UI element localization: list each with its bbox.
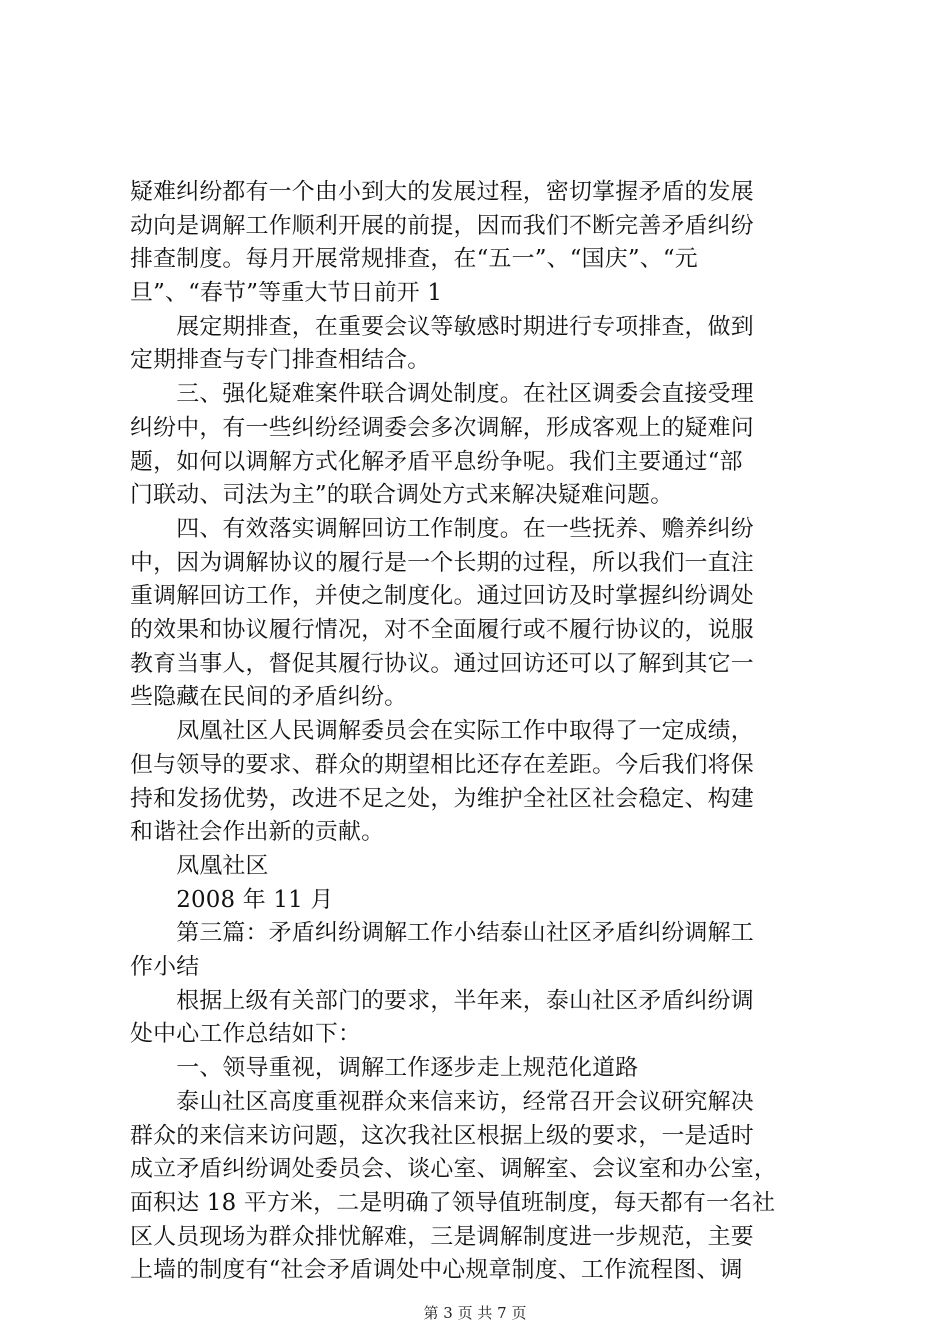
- signature-date: 2008 年 11 月: [130, 886, 334, 913]
- body-text-line: 群众的来信来访问题，这次我社区根据上级的要求，一是适时: [130, 1122, 754, 1149]
- body-text-line: 展定期排查，在重要会议等敏感时期进行专项排查，做到: [130, 313, 754, 340]
- body-text-line: 和谐社会作出新的贡献。: [130, 819, 385, 846]
- body-text-line: 三、强化疑难案件联合调处制度。在社区调委会直接受理: [130, 381, 754, 408]
- body-text-line: 教育当事人，督促其履行协议。通过回访还可以了解到其它一: [130, 650, 754, 677]
- section-heading-line: 作小结: [130, 954, 200, 981]
- body-text-line: 面积达 18 平方米，二是明确了领导值班制度，每天都有一名社: [130, 1189, 776, 1216]
- body-text-line: 题，如何以调解方式化解矛盾平息纷争呢。我们主要通过“部: [130, 448, 743, 475]
- body-text-line: 区人员现场为群众排忧解难，三是调解制度进一步规范，主要: [130, 1223, 754, 1250]
- section-heading-line: 第三篇：矛盾纠纷调解工作小结泰山社区矛盾纠纷调解工: [130, 920, 754, 947]
- body-text-line: 成立矛盾纠纷调处委员会、谈心室、调解室、会议室和办公室，: [130, 1156, 777, 1183]
- body-text-line: 四、有效落实调解回访工作制度。在一些抚养、赡养纠纷: [130, 515, 754, 542]
- body-text-line: 定期排查与专门排查相结合。: [130, 347, 431, 374]
- body-text-line: 门联动、司法为主”的联合调处方式来解决疑难问题。: [130, 482, 674, 509]
- body-text-line: 上墙的制度有“社会矛盾调处中心规章制度、工作流程图、调: [130, 1257, 743, 1284]
- body-text-line: 旦”、“春节”等重大节日前开 1: [130, 280, 443, 307]
- body-text-line: 重调解回访工作，并使之制度化。通过回访及时掌握纠纷调处: [130, 583, 754, 610]
- body-text-line: 排查制度。每月开展常规排查，在“五一”、“国庆”、“元: [130, 246, 698, 273]
- body-text-line: 但与领导的要求、群众的期望相比还存在差距。今后我们将保: [130, 751, 754, 778]
- body-text-line: 泰山社区高度重视群众来信来访，经常召开会议研究解决: [130, 1088, 754, 1115]
- body-text-line: 疑难纠纷都有一个由小到大的发展过程，密切掌握矛盾的发展: [130, 179, 754, 205]
- body-text-line: 些隐藏在民间的矛盾纠纷。: [130, 684, 408, 711]
- body-text-line: 纠纷中，有一些纠纷经调委会多次调解，形成客观上的疑难问: [130, 414, 754, 441]
- body-text-line: 处中心工作总结如下：: [130, 1021, 362, 1048]
- page-footer: 第 3 页 共 7 页: [423, 1304, 527, 1322]
- body-text-line: 一、领导重视，调解工作逐步走上规范化道路: [130, 1055, 639, 1082]
- body-text-line: 中，因为调解协议的履行是一个长期的过程，所以我们一直注: [130, 549, 754, 576]
- body-text-line: 动向是调解工作顺利开展的前提，因而我们不断完善矛盾纠纷: [130, 212, 754, 239]
- body-text-line: 根据上级有关部门的要求，半年来，泰山社区矛盾纠纷调: [130, 987, 754, 1014]
- body-text-line: 持和发扬优势，改进不足之处，为维护全社区社会稳定、构建: [130, 785, 754, 812]
- body-text-line: 凤凰社区人民调解委员会在实际工作中取得了一定成绩，: [130, 718, 754, 745]
- body-text-line: 的效果和协议履行情况，对不全面履行或不履行协议的，说服: [130, 617, 754, 644]
- signature-community: 凤凰社区: [130, 852, 269, 879]
